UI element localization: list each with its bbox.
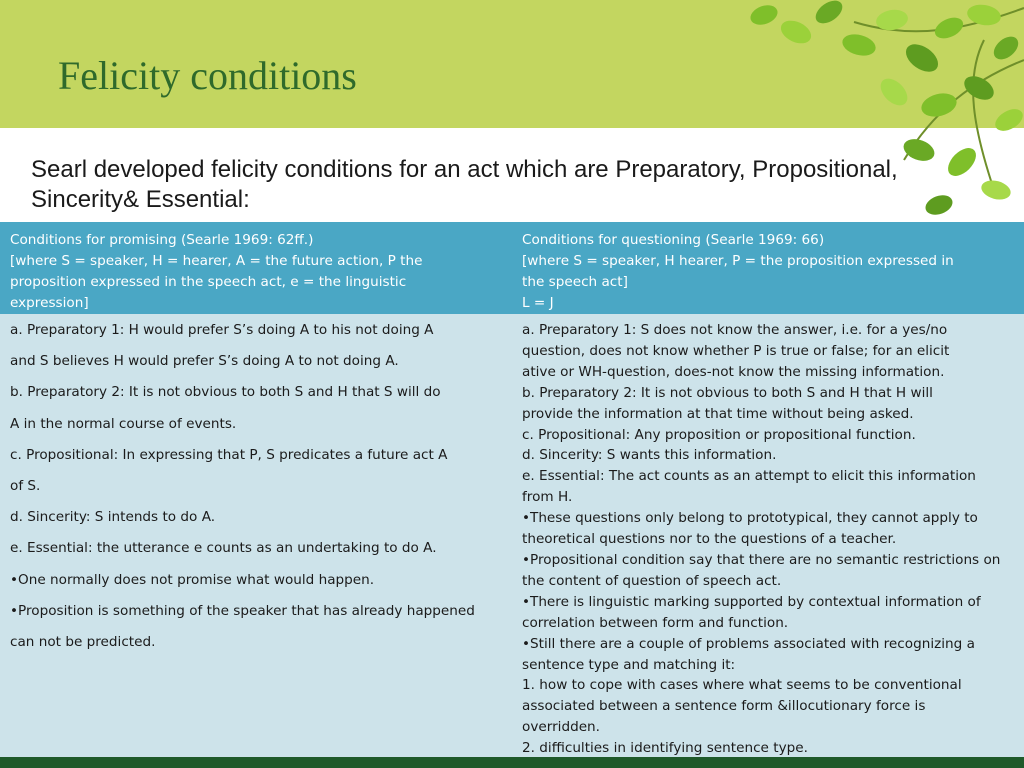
promising-row: d. Sincerity: S intends to do A. <box>10 509 216 526</box>
promising-column <box>10 320 510 663</box>
questioning-row: question, does not know whether P is true or false; for an elicit <box>522 342 950 359</box>
header-line: [where S = speaker, H hearer, P = the proposition expressed in <box>522 253 954 269</box>
questioning-row: e. Essential: The act counts as an attempt to elicit this information <box>522 468 976 485</box>
header-line: the speech act] <box>522 274 628 290</box>
promising-row: •Proposition is something of the speaker that has already happened <box>10 602 475 619</box>
header-line: Conditions for promising (Searle 1969: 62ff.) <box>10 232 314 248</box>
header-promising <box>10 230 480 314</box>
questioning-row: •Still there are a couple of problems associated with recognizing a <box>522 635 975 652</box>
questioning-row: •Propositional condition say that there are no semantic restrictions on <box>522 551 1001 568</box>
questioning-row: ative or WH-question, does-not know the missing information. <box>522 363 945 380</box>
promising-row: e. Essential: the utterance e counts as an undertaking to do A. <box>10 540 437 557</box>
header-line: expression] <box>10 295 89 311</box>
questioning-column <box>522 320 1017 759</box>
header-line: [where S = speaker, H = hearer, A = the future action, P the <box>10 253 423 269</box>
promising-row: A in the normal course of events. <box>10 415 237 432</box>
table-header <box>0 222 1024 314</box>
footer-bar <box>0 757 1024 768</box>
promising-row: •One normally does not promise what would happen. <box>10 571 375 588</box>
questioning-row: the content of question of speech act. <box>522 572 782 589</box>
header-line: Conditions for questioning (Searle 1969: 66) <box>522 232 825 248</box>
questioning-row: a. Preparatory 1: S does not know the answer, i.e. for a yes/no <box>522 322 948 338</box>
questioning-row: d. Sincerity: S wants this information. <box>522 447 777 464</box>
promising-row: can not be predicted. <box>10 633 156 650</box>
questioning-row: theoretical questions nor to the questions of a teacher. <box>522 531 897 548</box>
header-line: L = J <box>522 295 554 311</box>
questioning-row: associated between a sentence form &illocutionary force is <box>522 698 926 715</box>
questioning-row: c. Propositional: Any proposition or propositional function. <box>522 426 916 443</box>
questioning-row: 1. how to cope with cases where what seems to be conventional <box>522 677 962 694</box>
promising-row: b. Preparatory 2: It is not obvious to both S and H that S will do <box>10 384 441 401</box>
promising-row: of S. <box>10 477 41 494</box>
promising-row: c. Propositional: In expressing that P, S predicates a future act A <box>10 446 448 463</box>
header-line: proposition expressed in the speech act, e = the linguistic <box>10 274 407 290</box>
intro-text: Searl developed felicity conditions for an act which are Preparatory, Propositional, Sincerity& Essential: <box>31 156 898 213</box>
questioning-row: from H. <box>522 489 573 506</box>
conditions-table <box>0 222 1024 757</box>
header-questioning <box>522 230 992 314</box>
questioning-row: 2. difficulties in identifying sentence type. <box>522 740 808 757</box>
questioning-row: overridden. <box>522 719 600 736</box>
questioning-row: •There is linguistic marking supported by contextual information of <box>522 593 981 610</box>
questioning-row: correlation between form and function. <box>522 614 789 631</box>
slide-title: Felicity conditions <box>58 53 357 98</box>
promising-row: a. Preparatory 1: H would prefer S’s doing A to his not doing A <box>10 322 434 338</box>
questioning-row: •These questions only belong to prototypical, they cannot apply to <box>522 510 978 527</box>
questioning-row: b. Preparatory 2: It is not obvious to both S and H that H will <box>522 384 933 401</box>
questioning-row: provide the information at that time without being asked. <box>522 405 914 422</box>
questioning-row: sentence type and matching it: <box>522 656 736 673</box>
promising-row: and S believes H would prefer S’s doing A to not doing A. <box>10 353 399 370</box>
